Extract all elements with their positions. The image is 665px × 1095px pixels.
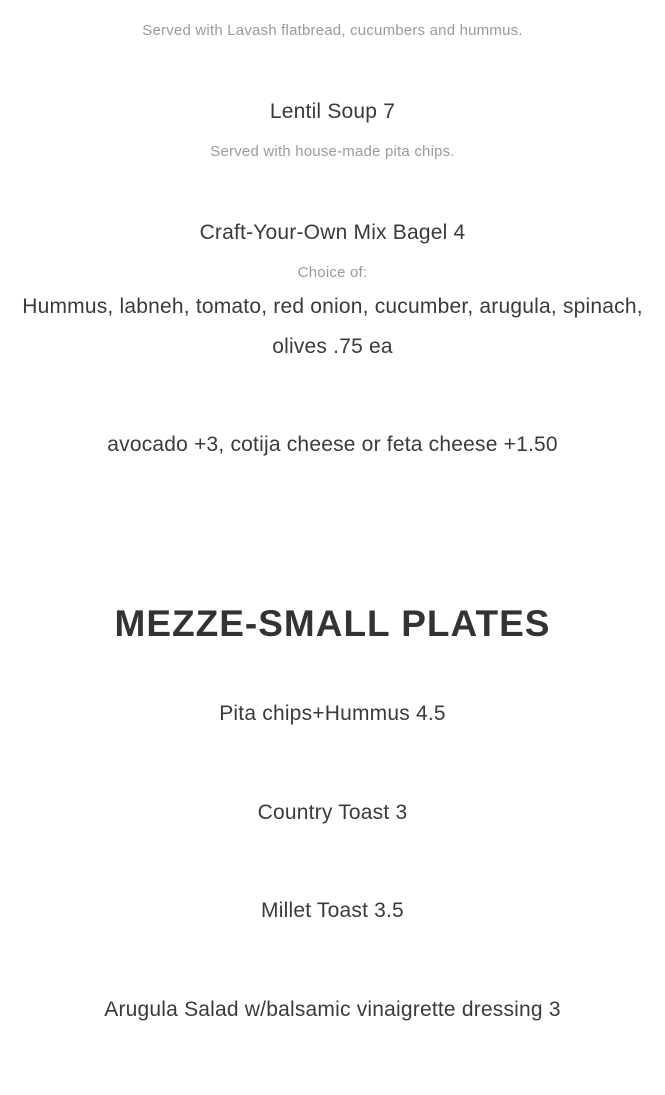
item-description: Served with Lavash flatbread, cucumbers and hummus. <box>142 22 523 39</box>
section-title: MEZZE-SMALL PLATES <box>114 603 551 644</box>
menu-item-extras: avocado +3, cotija cheese or feta cheese +1.50 <box>107 433 558 456</box>
menu-item-title: Arugula Salad w/balsamic vinaigrette dressing 3 <box>104 998 561 1021</box>
menu-item-title: Country Toast 3 <box>257 801 408 824</box>
menu-item-description: Served with house-made pita chips. <box>210 143 455 160</box>
menu-item-title: Craft-Your-Own Mix Bagel 4 <box>199 221 466 244</box>
menu-item-title: Millet Toast 3.5 <box>261 899 404 922</box>
menu-item-title: Pita chips+Hummus 4.5 <box>219 702 446 725</box>
menu-item-description: Choice of: <box>297 264 368 281</box>
menu-item-title: Lentil Soup 7 <box>269 100 396 123</box>
menu-item-options: Hummus, labneh, tomato, red onion, cucumber, arugula, spinach, olives .75 ea <box>22 295 643 358</box>
